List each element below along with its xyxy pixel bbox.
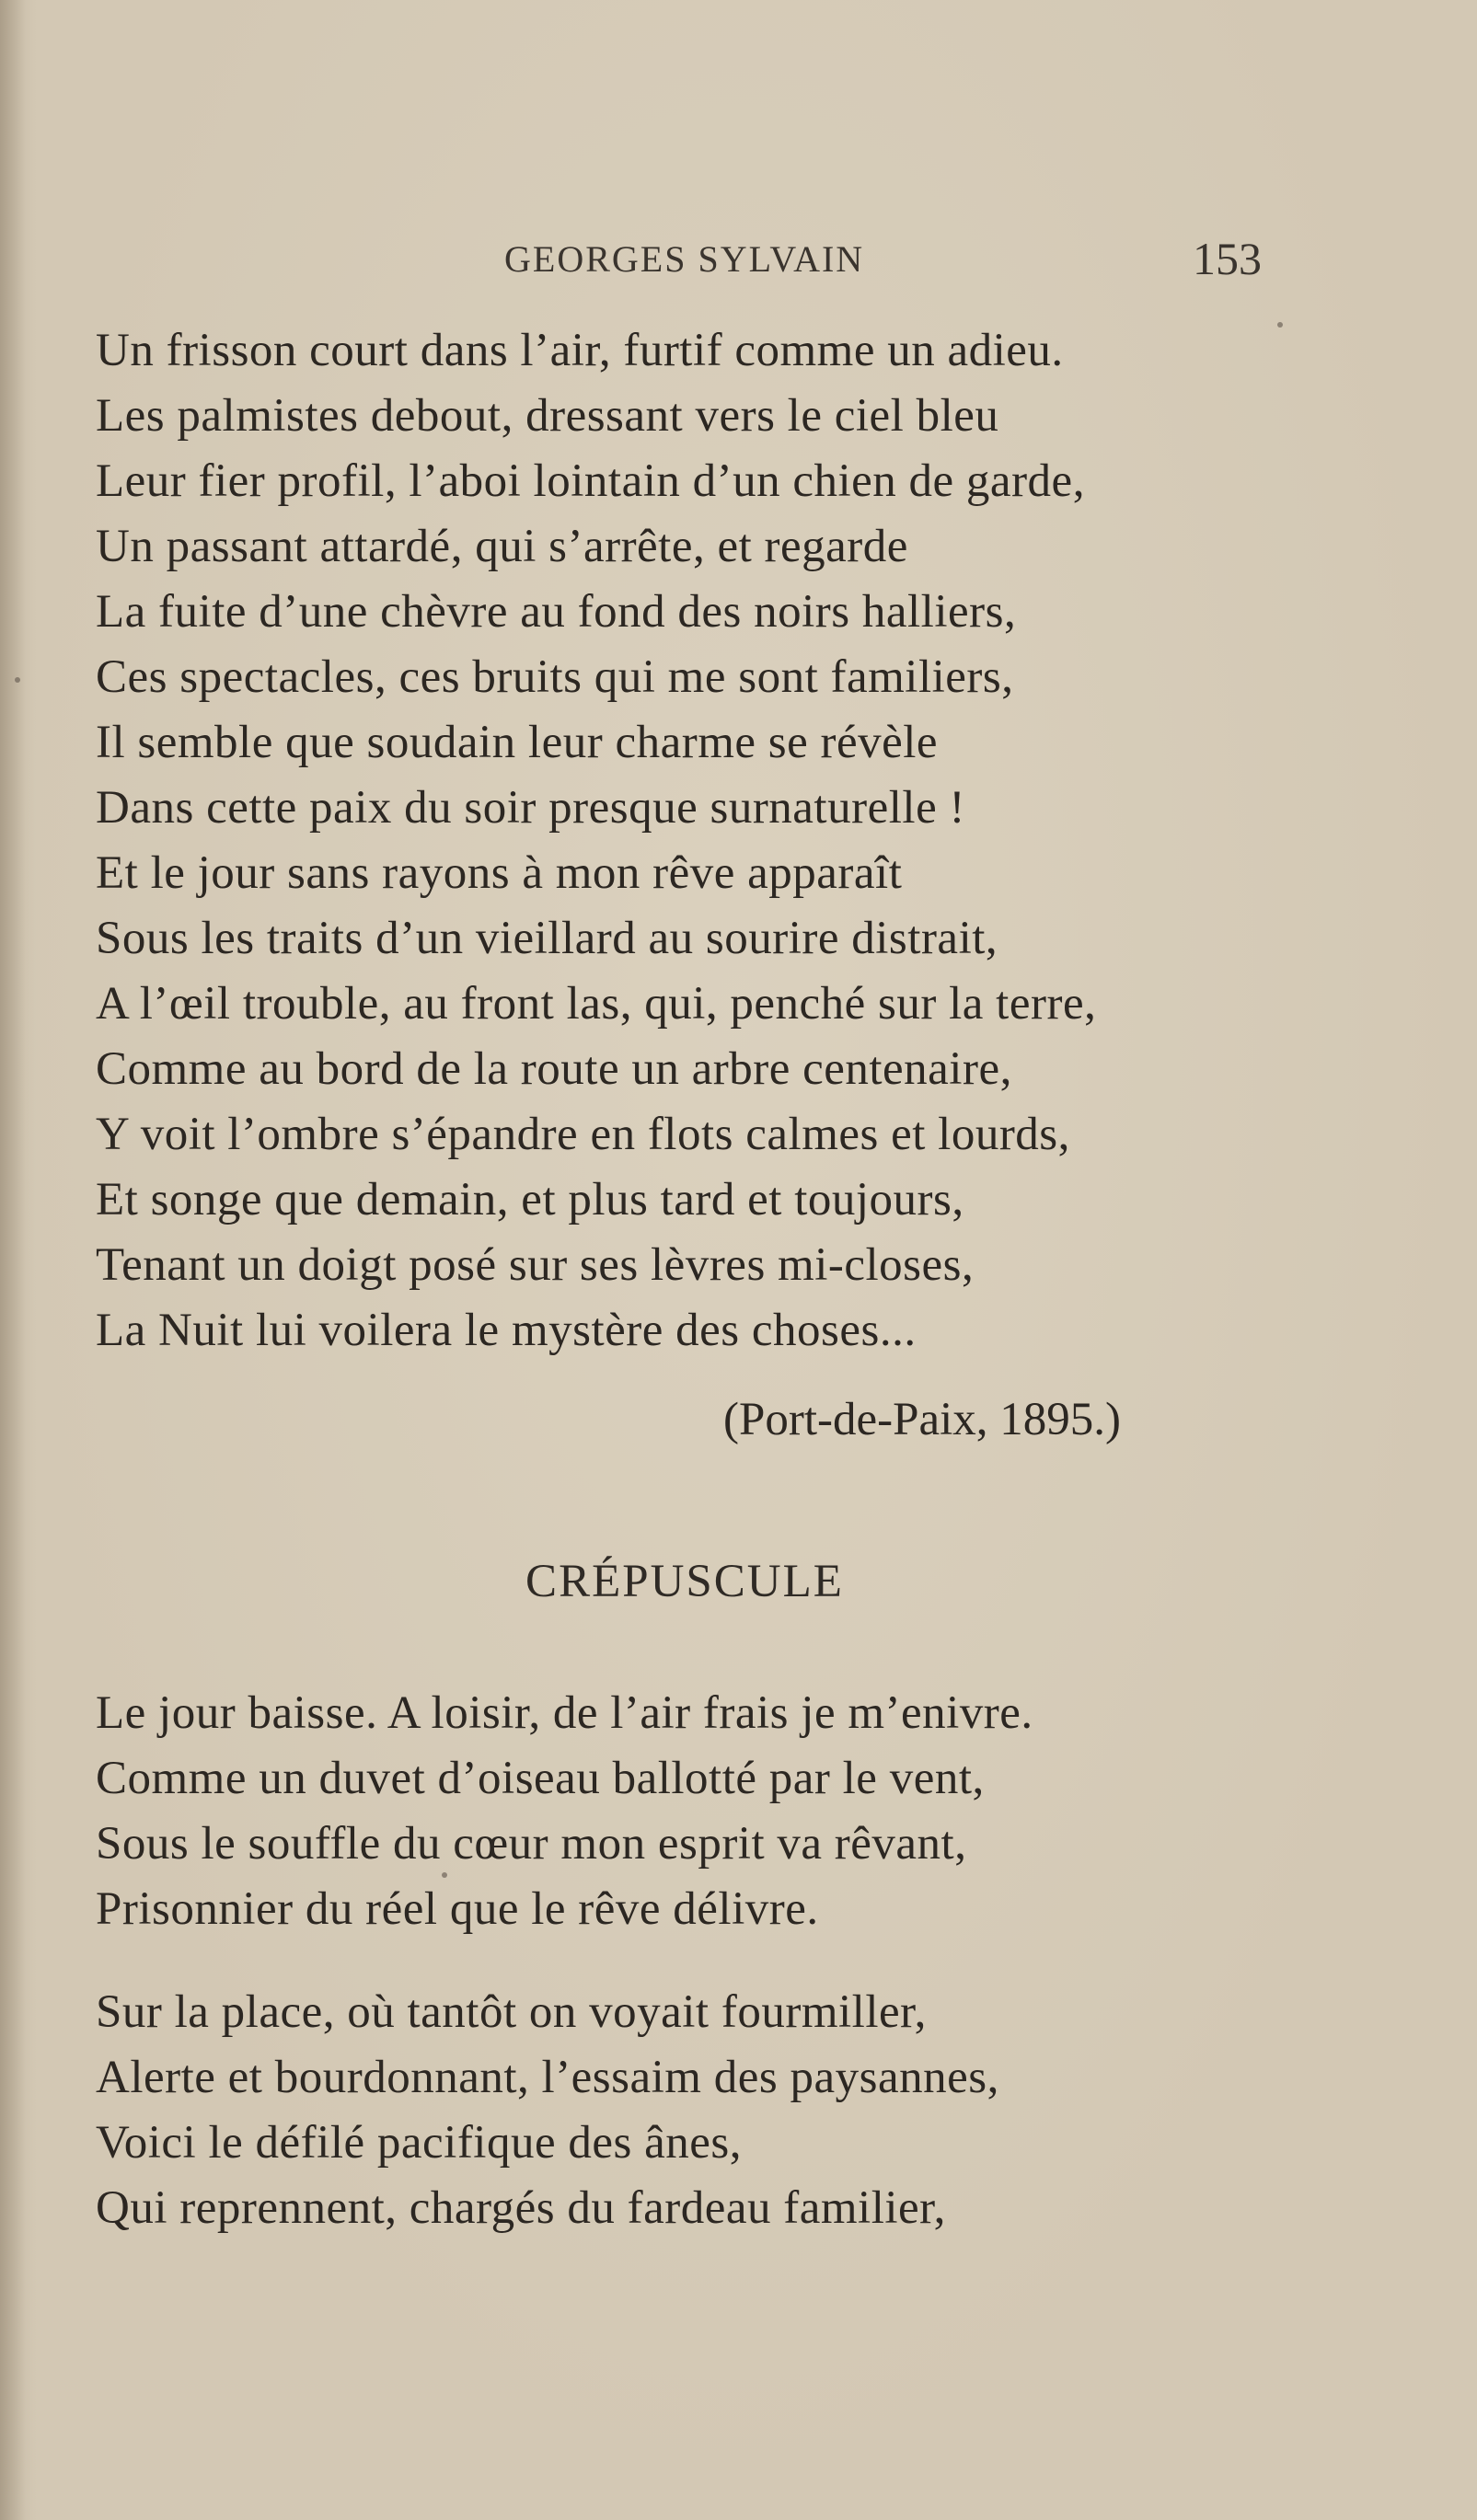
paper-speck: [1277, 322, 1283, 328]
verse-line: Il semble que soudain leur charme se révèle: [96, 717, 939, 768]
verse-line: Comme un duvet d’oiseau ballotté par le vent,: [96, 1753, 985, 1804]
running-title: GEORGES SYLVAIN: [504, 238, 865, 280]
verse-line: Comme au bord de la route un arbre centenaire,: [96, 1043, 1012, 1095]
verse-line: Dans cette paix du soir presque surnaturelle !: [96, 782, 965, 834]
poem-dateline: (Port-de-Paix, 1895.): [723, 1394, 1122, 1445]
verse-line: Sous le souffle du cœur mon esprit va rêvant,: [96, 1818, 967, 1870]
verse-line: Les palmistes debout, dressant vers le ciel bleu: [96, 390, 999, 442]
verse-line: Y voit l’ombre s’épandre en flots calmes et lourds,: [96, 1109, 1070, 1160]
verse-line: Et songe que demain, et plus tard et toujours,: [96, 1174, 964, 1225]
verse-line: Ces spectacles, ces bruits qui me sont familiers,: [96, 651, 1014, 703]
verse-line: A l’œil trouble, au front las, qui, penché sur la terre,: [96, 978, 1097, 1030]
verse-line: La Nuit lui voilera le mystère des choses...: [96, 1305, 917, 1356]
verse-line: La fuite d’une chèvre au fond des noirs halliers,: [96, 586, 1017, 638]
verse-line: Alerte et bourdonnant, l’essaim des paysannes,: [96, 2052, 999, 2103]
verse-line: Et le jour sans rayons à mon rêve apparaît: [96, 847, 903, 899]
poem-stanza: [96, 1681, 1033, 1942]
poem-title: CRÉPUSCULE: [525, 1556, 844, 1607]
page-number: 153: [1193, 233, 1262, 284]
verse-line: Tenant un doigt posé sur ses lèvres mi-closes,: [96, 1239, 975, 1291]
verse-line: Un frisson court dans l’air, furtif comme un adieu.: [96, 325, 1064, 376]
verse-line: Le jour baisse. A loisir, de l’air frais je m’enivre.: [96, 1687, 1033, 1739]
verse-line: Prisonnier du réel que le rêve délivre.: [96, 1883, 819, 1935]
verse-line: Un passant attardé, qui s’arrête, et regarde: [96, 521, 908, 572]
verse-line: Sur la place, où tantôt on voyait fourmiller,: [96, 1986, 927, 2038]
verse-line: Qui reprennent, chargés du fardeau familier,: [96, 2182, 946, 2234]
page-edge-shadow: [0, 0, 26, 2520]
poem-stanza: [96, 318, 1096, 1364]
verse-line: Leur fier profil, l’aboi lointain d’un chien de garde,: [96, 455, 1085, 507]
verse-line: Voici le défilé pacifique des ânes,: [96, 2117, 742, 2169]
poem-stanza: [96, 1980, 999, 2241]
paper-speck: [15, 677, 20, 683]
paper-speck: [442, 1872, 447, 1878]
verse-line: Sous les traits d’un vieillard au sourire distrait,: [96, 913, 998, 964]
